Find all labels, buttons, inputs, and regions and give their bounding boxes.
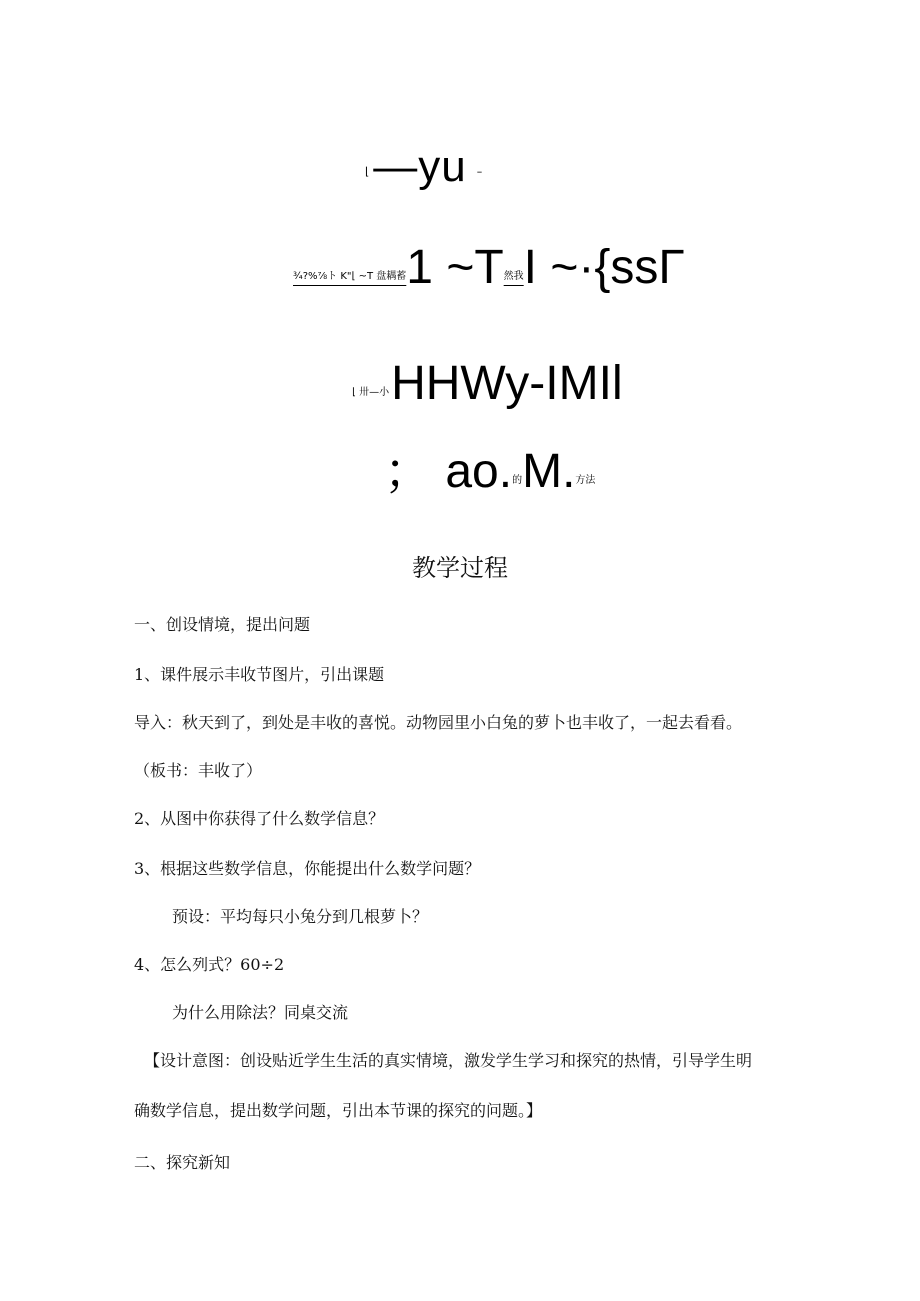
preset-answer: 预设：平均每只小兔分到几根萝卜？ xyxy=(172,907,429,926)
section-one-title: 一、创设情境，提出问题 xyxy=(134,615,311,634)
intro-paragraph: 导入：秋天到了，到处是丰收的喜悦。动物园里小白兔的萝卜也丰收了，一起去看看。 xyxy=(134,713,743,732)
garbled-fragment: ⌊ xyxy=(365,165,370,178)
section-heading: 教学过程 xyxy=(412,554,508,582)
garbled-header-line-3 xyxy=(352,356,623,411)
garbled-large-text: 1 ~T xyxy=(406,241,504,294)
section-two-title: 二、探究新知 xyxy=(134,1153,231,1172)
garbled-header-line-2 xyxy=(293,240,685,295)
garbled-large-text: I ~·{ssΓ xyxy=(523,241,685,294)
discussion-prompt: 为什么用除法？同桌交流 xyxy=(172,1003,349,1022)
list-item: 4、怎么列式？60÷2 xyxy=(134,955,285,974)
garbled-header-line-4 xyxy=(384,432,595,501)
garbled-large-text: —yu xyxy=(373,142,467,191)
garbled-fragment: 然我 xyxy=(503,271,524,282)
garbled-fragment: 方法 xyxy=(575,475,596,486)
garbled-fragment: ⌊ 卅—小 xyxy=(352,387,390,398)
list-item: 1、课件展示丰收节图片，引出课题 xyxy=(134,665,385,684)
design-intent-line-2: 确数学信息，提出数学问题，引出本节课的探究的问题。】 xyxy=(134,1101,543,1120)
garbled-header-line-1 xyxy=(365,142,482,192)
garbled-large-text: HHWy-IMIl xyxy=(391,357,623,410)
garbled-large-text: M. xyxy=(522,445,576,498)
garbled-fragment: ¾?%⅞ト K"⌊ ~T 盘耦蓄 xyxy=(293,271,407,282)
garbled-large-text: ； ao. xyxy=(384,445,513,498)
list-item: 3、根据这些数学信息，你能提出什么数学问题？ xyxy=(134,859,481,878)
design-intent-line-1: 【设计意图：创设贴近学生生活的真实情境，激发学生学习和探究的热情，引导学生明 xyxy=(144,1051,753,1070)
garbled-fragment: – xyxy=(476,165,483,178)
garbled-fragment: 的 xyxy=(512,475,523,486)
list-item: 2、从图中你获得了什么数学信息？ xyxy=(134,809,385,828)
board-note: （板书：丰收了） xyxy=(134,761,263,780)
